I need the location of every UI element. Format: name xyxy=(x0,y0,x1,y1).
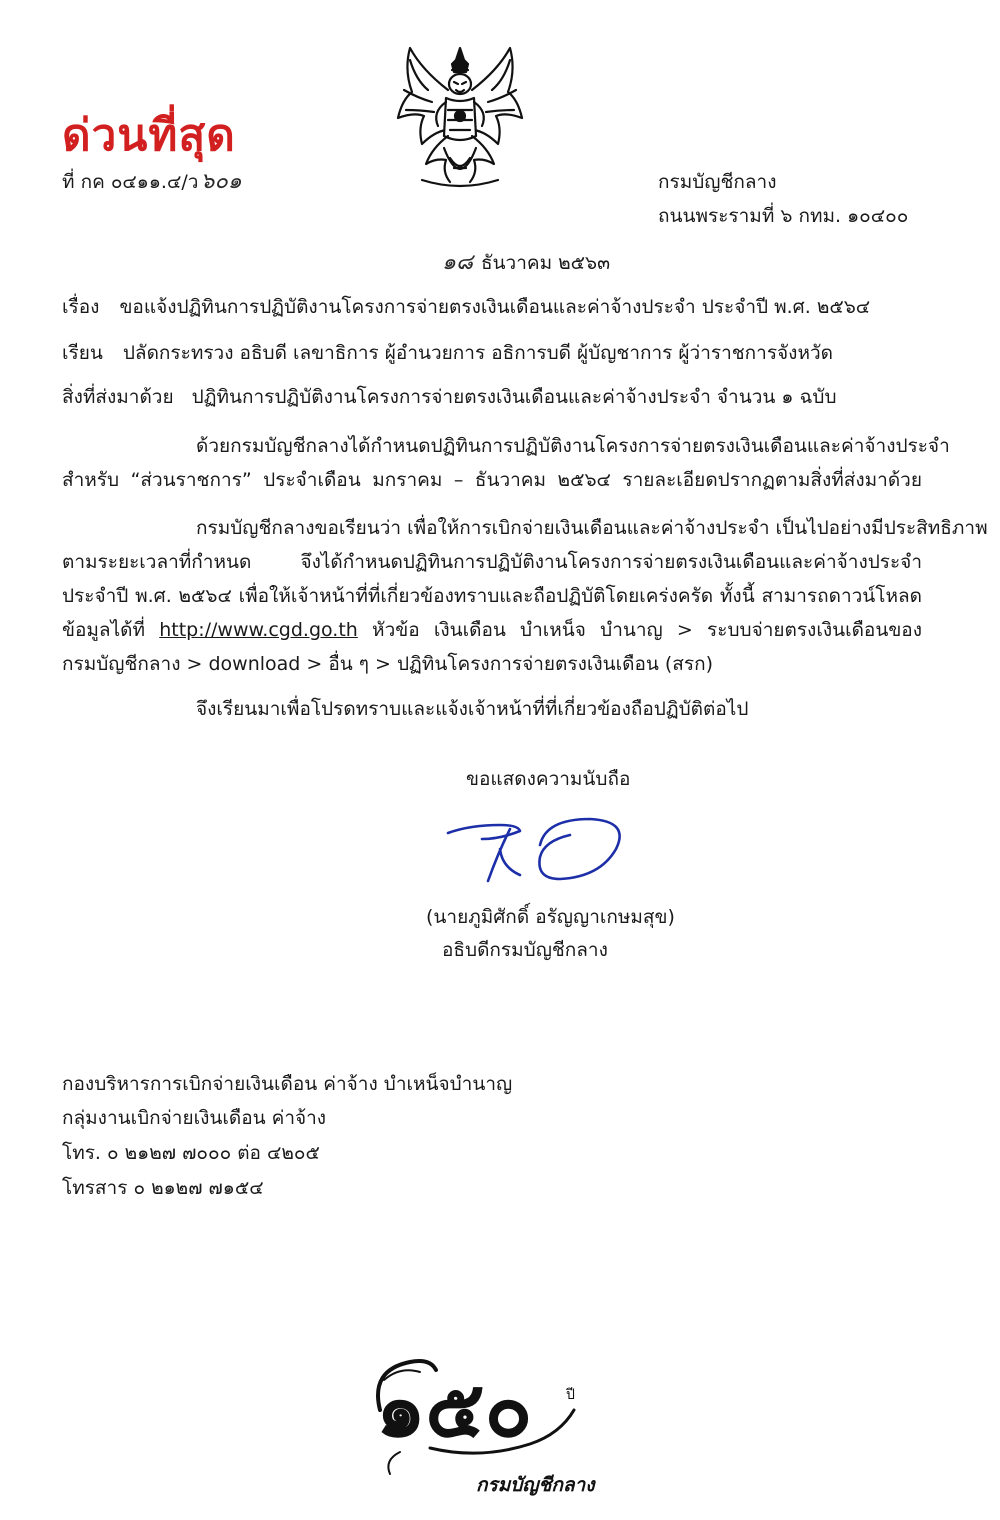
body-paragraph-2-line-3: ประจำปี พ.ศ. ๒๕๖๔ เพื่อให้เจ้าหน้าที่ที่เกี่ยวข้องทราบและถือปฏิบัติโดยเคร่งครัด ทั้งนี้ สามารถดาวน์โหลด xyxy=(62,585,922,607)
subject-text: ขอแจ้งปฏิทินการปฏิบัติงานโครงการจ่ายตรงเงินเดือนและค่าจ้างประจำ ประจำปี พ.ศ. ๒๕๖๔ xyxy=(119,296,871,318)
download-prefix: ข้อมูลได้ที่ xyxy=(62,619,145,641)
footer-group: กลุ่มงานเบิกจ่ายเงินเดือน ค่าจ้าง xyxy=(62,1107,327,1129)
anniversary-caption: กรมบัญชีกลาง xyxy=(476,1474,595,1496)
organization-address: ถนนพระรามที่ ๖ กทม. ๑๐๔๐๐ xyxy=(658,205,909,227)
footer-division: กองบริหารการเบิกจ่ายเงินเดือน ค่าจ้าง บำเหน็จบำนาญ xyxy=(62,1073,513,1095)
body-paragraph-3: จึงเรียนมาเพื่อโปรดทราบและแจ้งเจ้าหน้าที่ที่เกี่ยวข้องถือปฏิบัติต่อไป xyxy=(196,698,749,720)
subject-label: เรื่อง xyxy=(62,296,100,318)
anniversary-numeral: ๑๕๐ xyxy=(376,1364,533,1455)
closing-salutation: ขอแสดงความนับถือ xyxy=(466,768,631,790)
signature-handwritten xyxy=(440,805,640,899)
anniversary-suffix: ปี xyxy=(566,1387,575,1403)
enclosure-line xyxy=(62,383,922,411)
reference-number xyxy=(62,168,242,196)
body-paragraph-1-line-2: สำหรับ “ส่วนราชการ” ประจำเดือน มกราคม – ธันวาคม ๒๕๖๔ รายละเอียดปรากฏตามสิ่งที่ส่งมาด้วย xyxy=(62,469,922,491)
addressee-label: เรียน xyxy=(62,342,103,364)
enclosure-text: ปฏิทินการปฏิบัติงานโครงการจ่ายตรงเงินเดือนและค่าจ้างประจำ จำนวน ๑ ฉบับ xyxy=(191,386,837,408)
body-paragraph-2-line-1: กรมบัญชีกลางขอเรียนว่า เพื่อให้การเบิกจ่ายเงินเดือนและค่าจ้างประจำ เป็นไปอย่างมีประสิทธิภาพ xyxy=(196,517,988,539)
reference-prefix: ที่ กค ๐๔๑๑.๔/ว xyxy=(62,171,199,193)
download-path-text: หัวข้อ เงินเดือน บำเหน็จ บำนาญ > ระบบจ่ายตรงเงินเดือนของ xyxy=(372,619,922,641)
cgd-website-link[interactable]: http://www.cgd.go.th xyxy=(159,619,358,641)
organization-name: กรมบัญชีกลาง xyxy=(658,171,777,193)
urgency-stamp: ด่วนที่สุด xyxy=(62,110,236,161)
signer-title: อธิบดีกรมบัญชีกลาง xyxy=(442,939,608,961)
garuda-emblem-icon xyxy=(392,40,528,192)
enclosure-label: สิ่งที่ส่งมาด้วย xyxy=(62,386,174,408)
date-month-year: ธันวาคม ๒๕๖๓ xyxy=(480,252,611,274)
anniversary-logo xyxy=(360,1340,630,1510)
reference-number-handwritten: ๖๐๑ xyxy=(200,169,242,194)
footer-phone: โทร. ๐ ๒๑๒๗ ๗๐๐๐ ต่อ ๔๒๐๕ xyxy=(62,1142,320,1164)
footer-fax: โทรสาร ๐ ๒๑๒๗ ๗๑๕๔ xyxy=(62,1177,264,1199)
subject-line xyxy=(62,293,922,321)
signer-name: (นายภูมิศักดิ์ อรัญญาเกษมสุข) xyxy=(426,906,675,928)
date-day-handwritten: ๑๘ xyxy=(442,250,473,275)
addressee-text: ปลัดกระทรวง อธิบดี เลขาธิการ ผู้อำนวยการ อธิการบดี ผู้บัญชาการ ผู้ว่าราชการจังหวัด xyxy=(122,342,833,364)
body-paragraph-2-line-5: กรมบัญชีกลาง > download > อื่น ๆ > ปฏิทินโครงการจ่ายตรงเงินเดือน (สรก) xyxy=(62,653,714,675)
addressee-line xyxy=(62,339,922,367)
body-paragraph-2-line-4 xyxy=(62,616,922,644)
body-paragraph-1-line-1: ด้วยกรมบัญชีกลางได้กำหนดปฏิทินการปฏิบัติงานโครงการจ่ายตรงเงินเดือนและค่าจ้างประจำ xyxy=(196,435,950,457)
body-paragraph-2-line-2: ตามระยะเวลาที่กำหนด จึงได้กำหนดปฏิทินการปฏิบัติงานโครงการจ่ายตรงเงินเดือนและค่าจ้างประจำ xyxy=(62,551,922,573)
letter-date xyxy=(442,249,610,277)
